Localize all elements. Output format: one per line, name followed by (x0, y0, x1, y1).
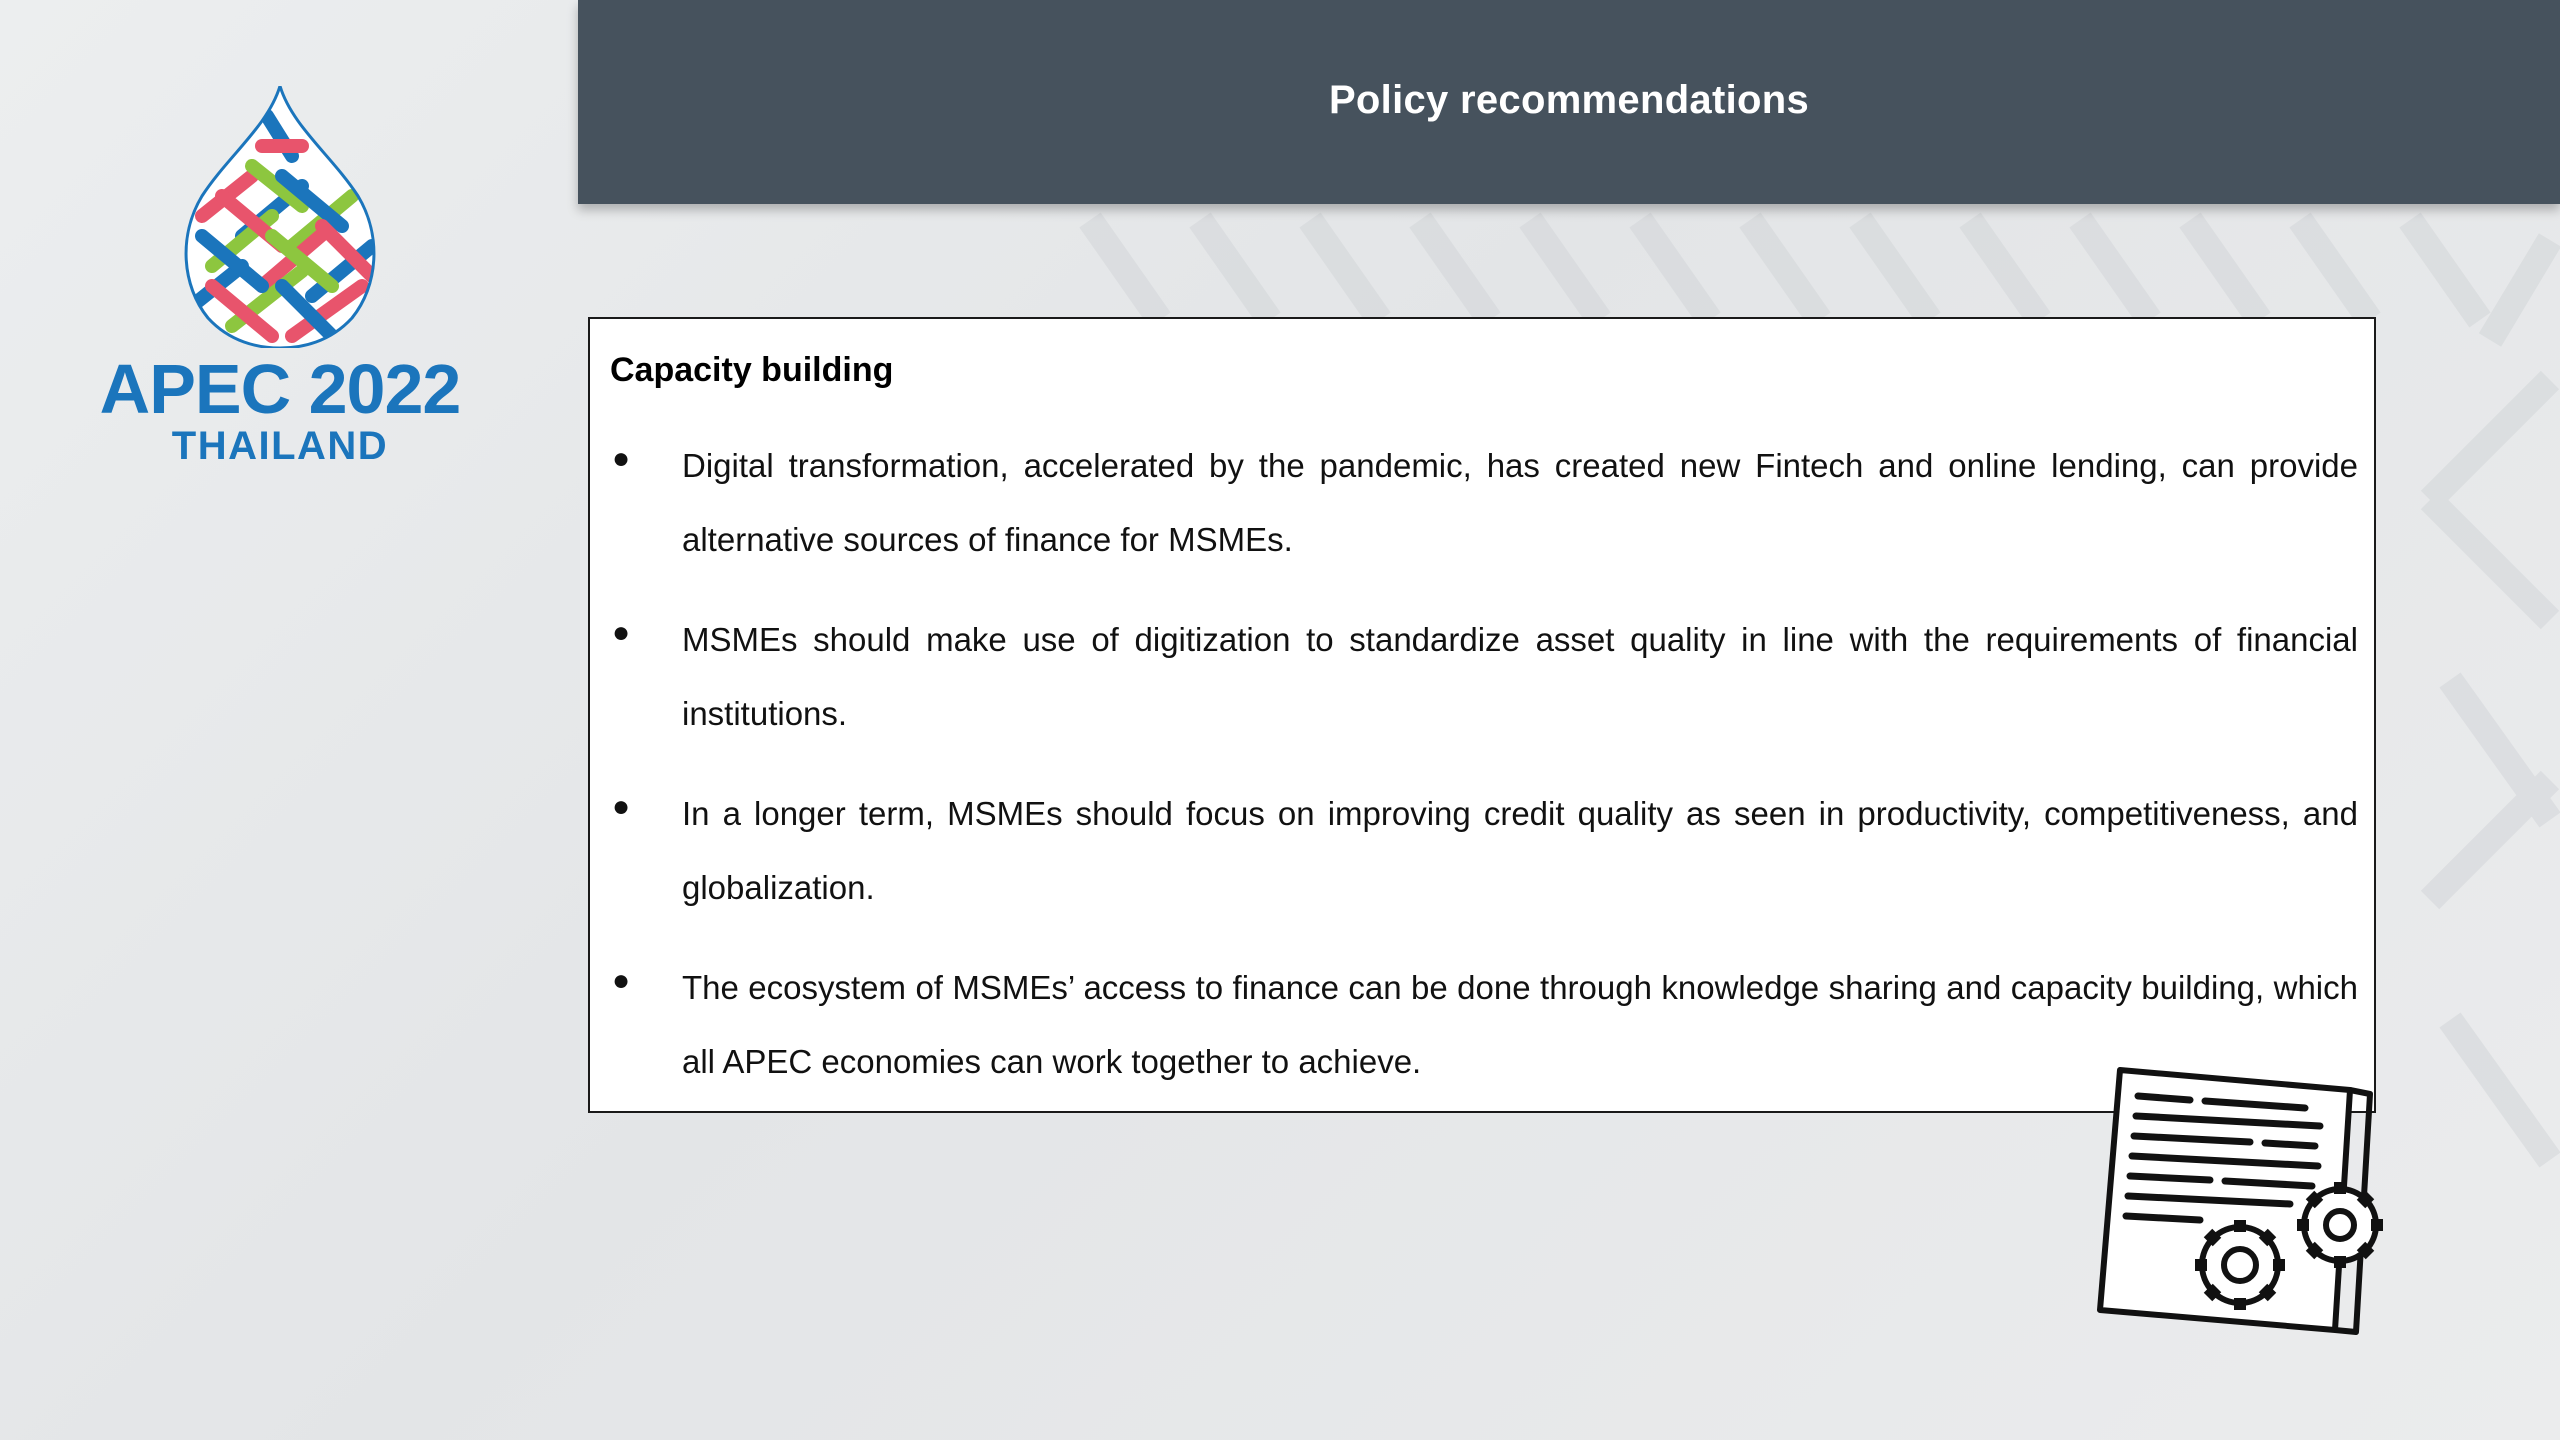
list-item-text: Digital transformation, accelerated by the pandemic, has created new Fintech and online lending, can provide alternative sources of finance for MSMEs. (682, 447, 2358, 558)
bullet-dot-icon: ● (612, 616, 631, 649)
list-item (610, 603, 2358, 751)
list-item (610, 429, 2358, 577)
header-bar (578, 0, 2560, 204)
section-title: Capacity building (610, 351, 894, 389)
document-gears-icon (2090, 1060, 2400, 1340)
bullet-dot-icon: ● (612, 442, 631, 475)
list-item (610, 777, 2358, 925)
content-box (588, 317, 2376, 1113)
list-item-text: MSMEs should make use of digitization to standardize asset quality in line with the requirements of financial institutions. (682, 621, 2358, 732)
bullet-dot-icon: ● (612, 790, 631, 823)
bullet-dot-icon: ● (612, 964, 631, 997)
list-item-text: In a longer term, MSMEs should focus on improving credit quality as seen in productivity, competitiveness, and globalization. (682, 795, 2358, 906)
logo-title: APEC 2022 (99, 350, 461, 428)
apec-flame-logo-icon (182, 86, 378, 348)
bullet-list (610, 429, 2358, 1125)
page-title: Policy recommendations (1328, 77, 1810, 122)
apec-logo (90, 86, 470, 476)
logo-country: THAILAND (171, 424, 389, 468)
list-item-text: The ecosystem of MSMEs’ access to finance can be done through knowledge sharing and capacity building, which all APEC economies can work together to achieve. (682, 969, 2358, 1080)
